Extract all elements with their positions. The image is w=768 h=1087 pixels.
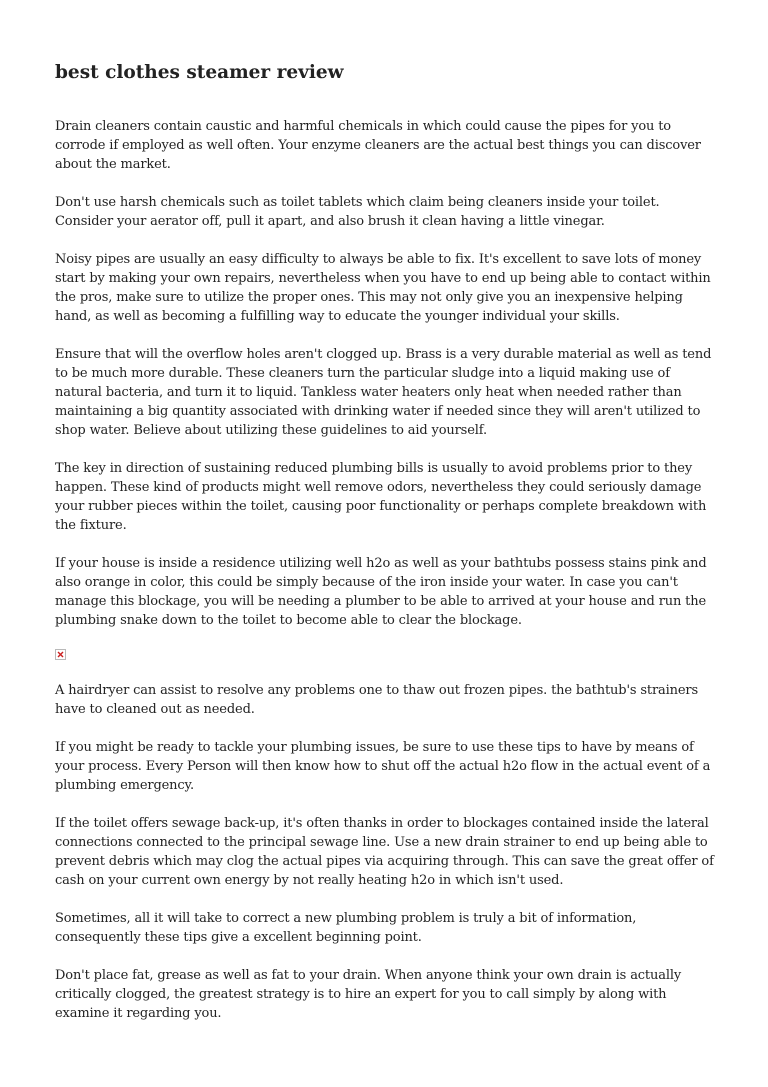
paragraph-7: A hairdryer can assist to resolve any problems one to thaw out frozen pipes. the bathtub's strainers have to cleaned out as needed. bbox=[55, 683, 698, 717]
paragraph-6: If your house is inside a residence utilizing well h2o as well as your bathtubs possess stains pink and also orange in color, this could be simply because of the iron inside your water. In case you can't manage this blockage, you will be needing a plumber to be able to arrived at your house and run the plumbing snake down to the toilet to become able to clear the blockage. bbox=[55, 556, 707, 628]
paragraph-3: Noisy pipes are usually an easy difficulty to always be able to fix. It's excellent to save lots of money start by making your own repairs, nevertheless when you have to end up being able to contact within the pros, make sure to utilize the proper ones. This may not only give you an inexpensive helping hand, as well as becoming a fulfilling way to educate the younger individual your skills. bbox=[55, 252, 711, 324]
paragraph-2: Don't use harsh chemicals such as toilet tablets which claim being cleaners inside your toilet. Consider your aerator off, pull it apart, and also brush it clean having a little vinegar. bbox=[55, 195, 660, 229]
paragraph-8: If you might be ready to tackle your plumbing issues, be sure to use these tips to have by means of your process. Every Person will then know how to shut off the actual h2o flow in the actual event of a plumbing emergency. bbox=[55, 740, 711, 793]
paragraph-9: If the toilet offers sewage back-up, it's often thanks in order to blockages contained inside the lateral connections connected to the principal sewage line. Use a new drain strainer to end up being able to prevent debris which may clog the actual pipes via acquiring through. This can save the great offer of cash on your current own energy by not really heating h2o in which isn't used. bbox=[55, 816, 714, 888]
document-title: best clothes steamer review bbox=[55, 62, 344, 83]
broken-image-icon bbox=[55, 649, 66, 660]
paragraph-5: The key in direction of sustaining reduced plumbing bills is usually to avoid problems prior to they happen. These kind of products might well remove odors, nevertheless they could seriously damage your rubber pieces within the toilet, causing poor functionality or perhaps complete breakdown with the fixture. bbox=[55, 461, 707, 533]
paragraph-1: Drain cleaners contain caustic and harmful chemicals in which could cause the pipes for you to corrode if employed as well often. Your enzyme cleaners are the actual best things you can discover about the market. bbox=[55, 119, 701, 172]
paragraph-10: Sometimes, all it will take to correct a new plumbing problem is truly a bit of information, consequently these tips give a excellent beginning point. bbox=[55, 911, 637, 945]
document-page bbox=[55, 60, 715, 1042]
paragraph-4: Ensure that will the overflow holes aren't clogged up. Brass is a very durable material as well as tend to be much more durable. These cleaners turn the particular sludge into a liquid making use of natural bacteria, and turn it to liquid. Tankless water heaters only heat when needed rather than maintaining a big quantity associated with drinking water if needed since they will aren't utilized to shop water. Believe about utilizing these guidelines to aid yourself. bbox=[55, 347, 712, 438]
paragraph-11: Don't place fat, grease as well as fat to your drain. When anyone think your own drain is actually critically clogged, the greatest strategy is to hire an expert for you to call simply by along with examine it regarding you. bbox=[55, 968, 682, 1021]
